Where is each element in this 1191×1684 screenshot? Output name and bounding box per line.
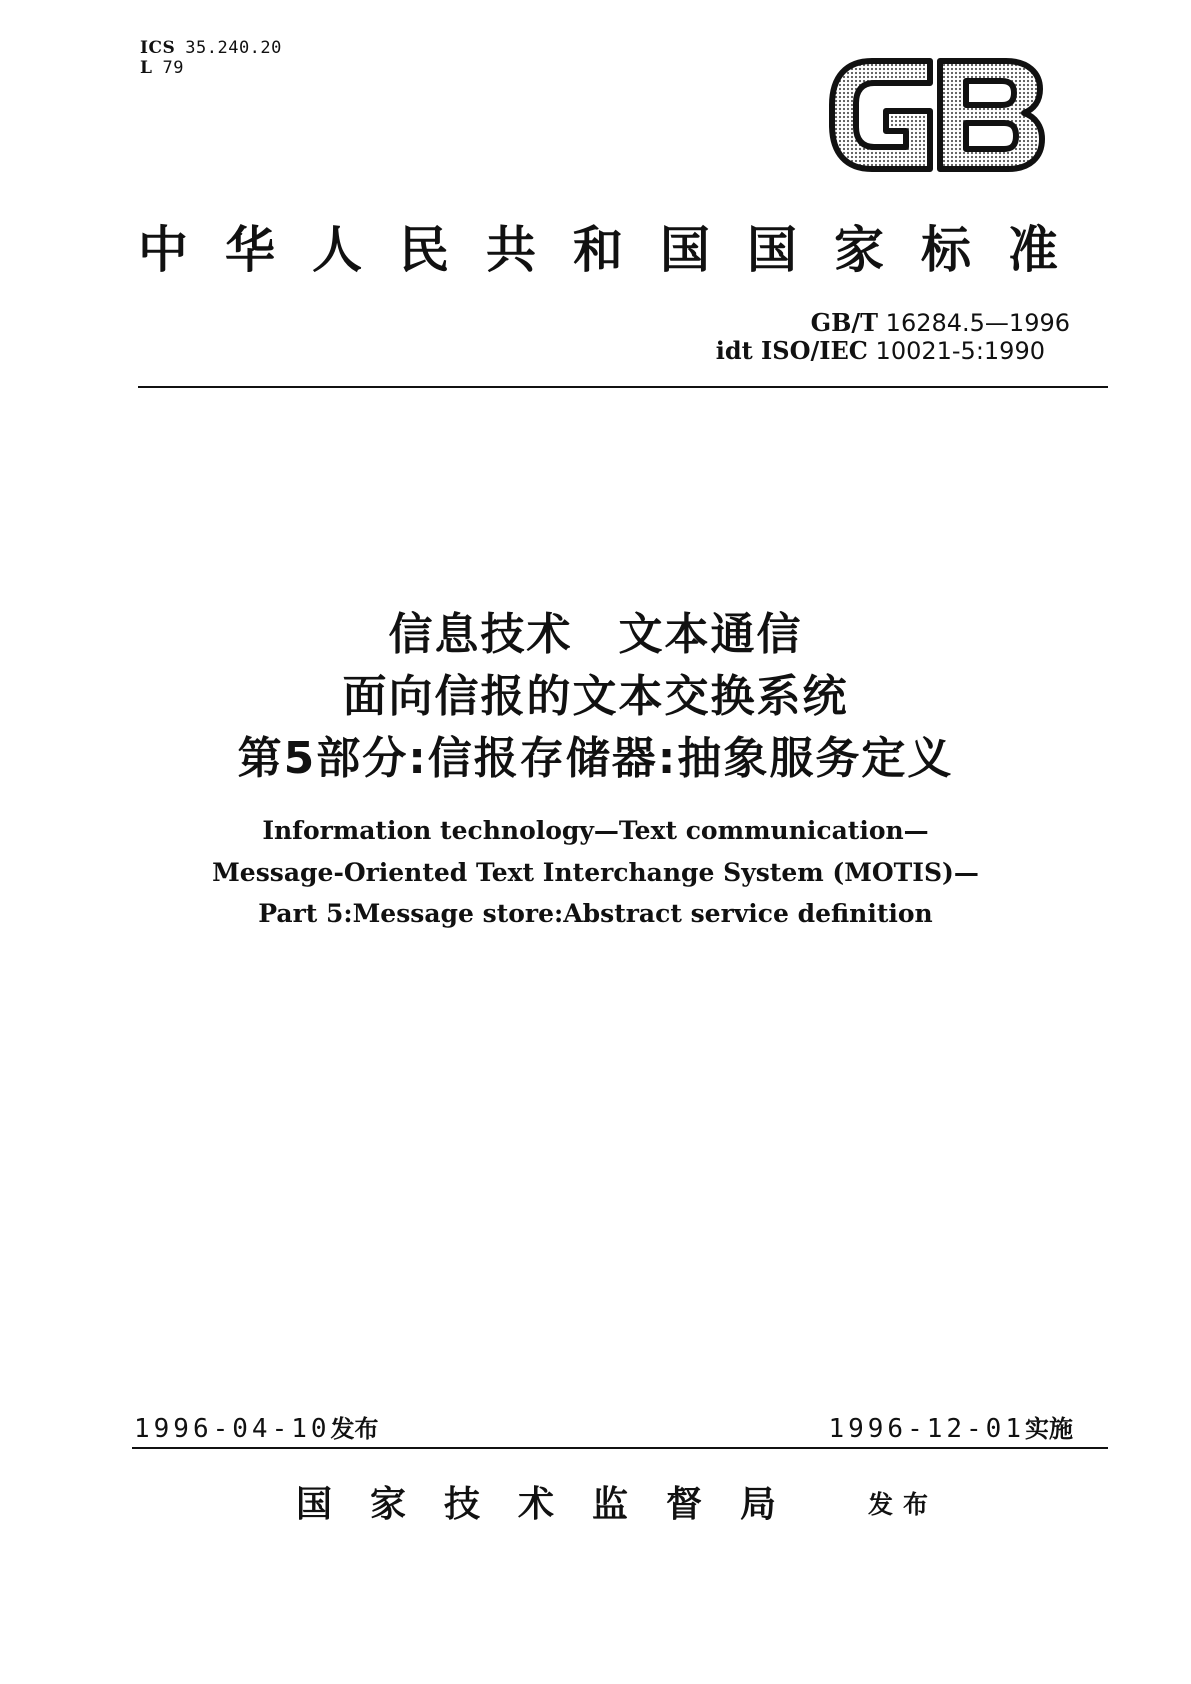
effective-label: 实施 — [1025, 1415, 1073, 1443]
en-title-line-3: Part 5:Message store:Abstract service definition — [258, 899, 933, 928]
standard-number-value: 16284.5—1996 — [885, 309, 1070, 337]
issue-date-value: 1996-04-10 — [134, 1414, 331, 1444]
ics-label: ICS — [140, 38, 176, 58]
standard-number — [811, 308, 1070, 337]
header-divider — [138, 386, 1108, 388]
issue-date — [134, 1409, 379, 1444]
standard-prefix: GB/T — [810, 308, 879, 337]
cn-title-line-3: 第5部分:信报存储器:抽象服务定义 — [237, 733, 954, 784]
ccs-code: 79 — [162, 58, 184, 78]
cn-title-line-1: 信息技术 文本通信 — [388, 609, 803, 660]
ics-code-line — [140, 38, 282, 58]
idt-number: 10021-5:1990 — [875, 337, 1045, 365]
issuer-name: 国家技术监督局 — [296, 1484, 815, 1525]
ics-code: 35.240.20 — [185, 38, 282, 58]
ccs-code-line — [140, 58, 184, 78]
effective-date — [828, 1409, 1073, 1444]
idt-prefix: idt ISO/IEC — [715, 336, 868, 365]
issuer-action: 发布 — [868, 1490, 939, 1519]
effective-date-value: 1996-12-01 — [828, 1414, 1025, 1444]
en-title-line-2: Message-Oriented Text Interchange System (MOTIS)— — [212, 858, 979, 887]
gb-logo — [826, 55, 1048, 175]
footer-divider — [132, 1447, 1108, 1449]
cn-title-line-2: 面向信报的文本交换系统 — [342, 671, 849, 722]
issue-label: 发布 — [330, 1415, 379, 1443]
idt-reference — [716, 336, 1045, 365]
national-standard-title: 中华人民共和国国家标准 — [138, 221, 1095, 279]
ccs-label: L — [140, 58, 153, 78]
en-title-line-1: Information technology—Text communication— — [262, 816, 929, 845]
